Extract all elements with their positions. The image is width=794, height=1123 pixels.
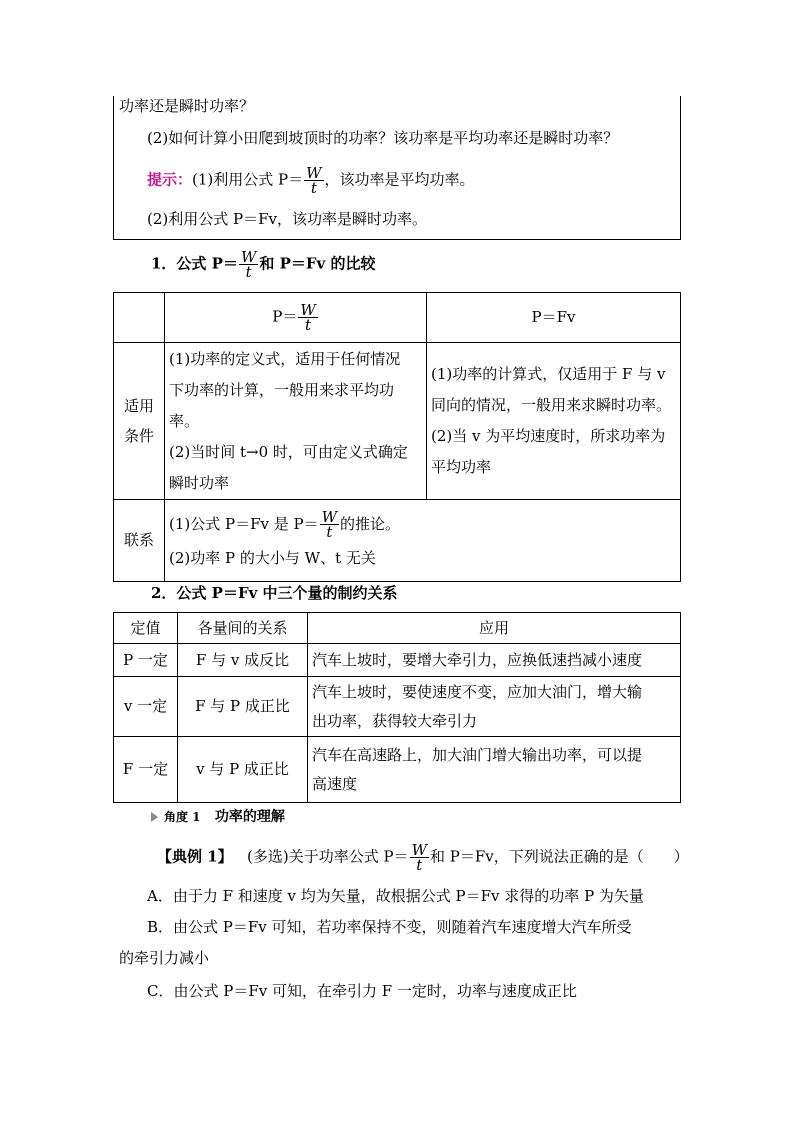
table-row-application: 汽车上坡时，要使速度不变，应加大油门，增大输 出功率，获得较大牵引力 bbox=[308, 677, 681, 737]
fraction-w-over-t: $\frac{W}{t}$ bbox=[411, 841, 427, 874]
option-c: C．由公式 P＝Fv 可知，在牵引力 F 一定时，功率与速度成正比 bbox=[147, 982, 577, 1000]
header-relation: 各量间的关系 bbox=[178, 613, 308, 644]
fraction-w-over-t: $\frac{W}{t}$ bbox=[306, 164, 322, 197]
hint-label: 提示： bbox=[147, 170, 193, 189]
comparison-table bbox=[113, 292, 681, 582]
example-label: 【典例 1】 bbox=[157, 847, 233, 866]
relation-cell: (1)公式 P＝Fv 是 P＝ $\frac{W}{t}$ 的推论。 (2)功率 P 的大小与 W、t 无关 bbox=[165, 500, 681, 582]
option-b-line-1: B．由公式 P＝Fv 可知，若功率保持不变，则随着汽车速度增大汽车所受 bbox=[147, 918, 632, 936]
angle-label: 角度 1 bbox=[164, 810, 201, 824]
option-a: A．由于力 F 和速度 v 均为矢量，故根据公式 P＝Fv 求得的功率 P 为矢量 bbox=[147, 887, 644, 905]
table-row-relation: F 与 v 成反比 bbox=[178, 644, 308, 677]
header-p-w-over-t: P＝ $\frac{W}{t}$ bbox=[165, 293, 427, 343]
row-label-relation: 联系 bbox=[114, 500, 165, 582]
header-fixed: 定值 bbox=[114, 613, 178, 644]
hint-answer-1 bbox=[147, 166, 475, 195]
section1-heading: 1．公式 P＝ $\frac{W}{t}$ 和 P＝Fv 的比较 bbox=[151, 248, 376, 281]
header-application: 应用 bbox=[308, 613, 681, 644]
hint-question-2: (2)如何计算小田爬到坡顶时的功率？该功率是平均功率还是瞬时功率？ bbox=[147, 129, 619, 147]
table-row-relation: v 与 P 成正比 bbox=[178, 737, 308, 803]
header-p-fv: P＝Fv bbox=[427, 293, 681, 343]
table-row-relation: F 与 P 成正比 bbox=[178, 677, 308, 737]
applicable-definition-cell: (1)功率的定义式，适用于任何情况 下功率的计算，一般用来求平均功 率。 (2)当时间 t→0 时，可由定义式确定 瞬时功率 bbox=[165, 343, 427, 500]
option-b-line-2: 的牵引力减小 bbox=[119, 949, 210, 967]
table-row-application: 汽车上坡时，要增大牵引力，应换低速挡减小速度 bbox=[308, 644, 681, 677]
angle-heading bbox=[151, 805, 285, 828]
applicable-calculation-cell: (1)功率的计算式，仅适用于 F 与 v 同向的情况，一般用来求瞬时功率。 (2)当 v 为平均速度时，所求功率为 平均功率 bbox=[427, 343, 681, 500]
angle-title: 功率的理解 bbox=[214, 809, 285, 825]
triangle-marker-icon bbox=[151, 812, 158, 822]
fraction-w-over-t: $\frac{W}{t}$ bbox=[321, 508, 338, 541]
constraint-table bbox=[113, 612, 681, 803]
example-stem: 【典例 1】 (多选)关于功率公式 P＝ $\frac{W}{t}$ 和 P＝Fv，下列说法正确的是（ ） bbox=[157, 841, 689, 874]
hint-answer-2: (2)利用公式 P＝Fv，该功率是瞬时功率。 bbox=[147, 210, 427, 228]
section2-heading: 2．公式 P＝Fv 中三个量的制约关系 bbox=[151, 584, 398, 602]
table-row-fixed: v 一定 bbox=[114, 677, 178, 737]
table-row-fixed: P 一定 bbox=[114, 644, 178, 677]
hint-line-1: 功率还是瞬时功率？ bbox=[119, 97, 255, 115]
table-corner-cell bbox=[114, 293, 165, 343]
hint-answer-1-post: ，该功率是平均功率。 bbox=[324, 170, 475, 189]
fraction-w-over-t: $\frac{W}{t}$ bbox=[240, 248, 257, 281]
table-row-application: 汽车在高速路上，加大油门增大输出功率，可以提 高速度 bbox=[308, 737, 681, 803]
table-row-fixed: F 一定 bbox=[114, 737, 178, 803]
row-label-applicable: 适用条件 bbox=[114, 343, 165, 500]
hint-answer-1-pre: (1)利用公式 P＝ bbox=[192, 170, 304, 189]
fraction-w-over-t: $\frac{W}{t}$ bbox=[300, 301, 316, 334]
